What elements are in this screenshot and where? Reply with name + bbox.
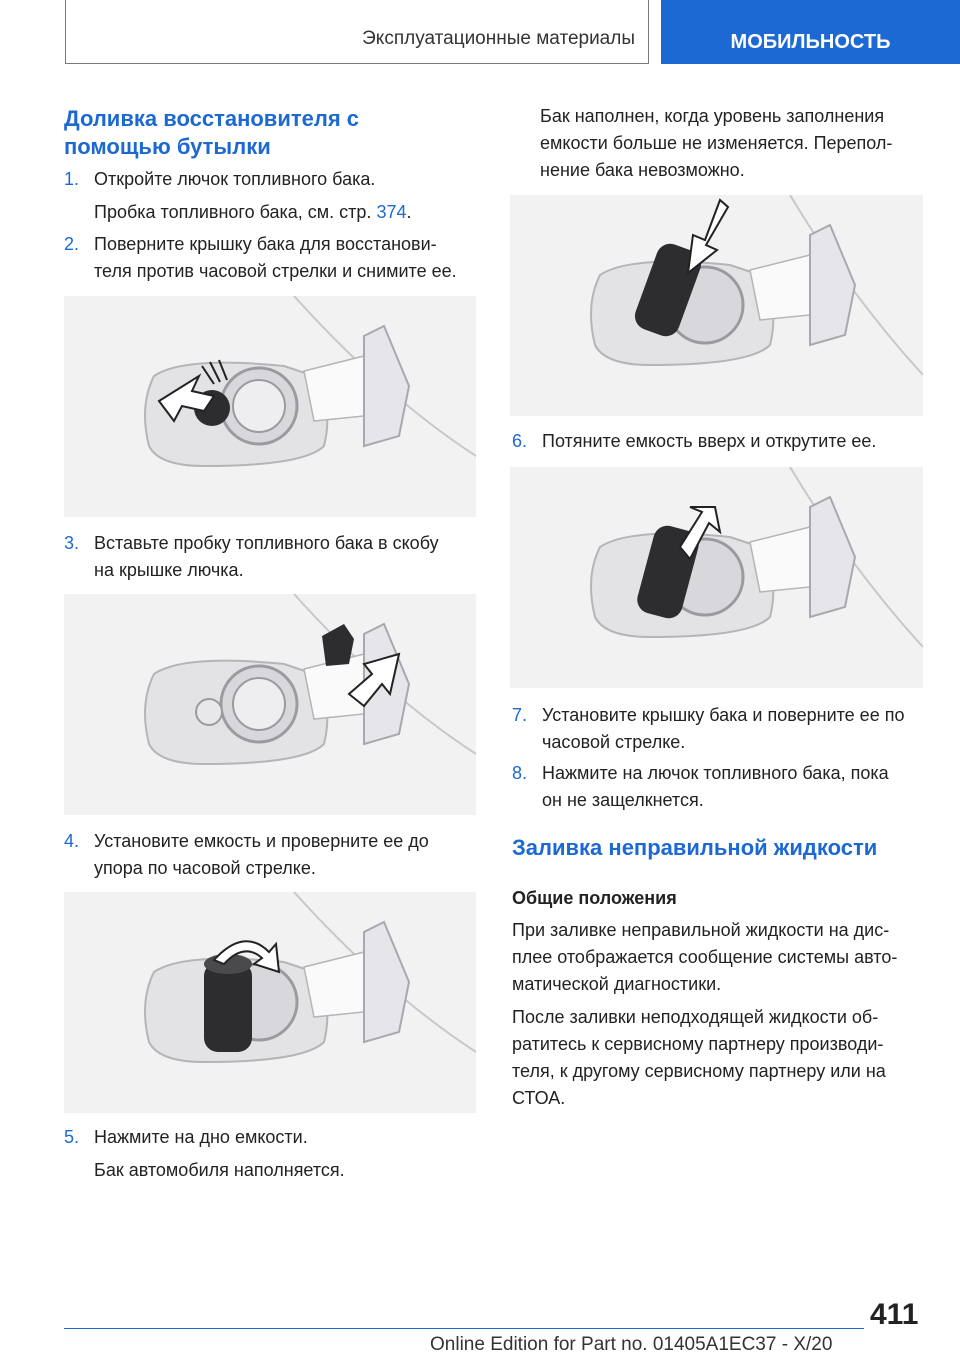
heading-refill-bottle-line2: помощью бутылки (64, 134, 271, 159)
note-suffix: . (406, 202, 412, 222)
step-number: 7. (512, 705, 528, 725)
figure-rotate-bottle (64, 892, 476, 1113)
section-title: Эксплуатационные материалы (362, 28, 635, 49)
step-number: 3. (64, 533, 80, 553)
subheading-general: Общие положения (512, 888, 677, 908)
step-1 (64, 166, 476, 193)
intro-line1: Бак наполнен, когда уровень заполнения (540, 106, 885, 126)
figure-insert-cap (64, 594, 476, 815)
step-1-note (94, 199, 412, 226)
intro-line2: емкости больше не изменяется. Перепол- (540, 133, 893, 153)
para2-line4: СТОА. (512, 1088, 566, 1108)
tab-mobility[interactable]: МОБИЛЬНОСТЬ (661, 0, 960, 64)
step-5-note: Бак автомобиля наполняется. (94, 1160, 345, 1180)
step-number: 2. (64, 234, 80, 254)
step-text-line2: на крышке лючка. (94, 560, 244, 580)
figure-press-bottle (510, 195, 923, 416)
para2-line3: теля, к другому сервисному партнеру или на (512, 1061, 886, 1081)
step-number: 1. (64, 169, 80, 189)
step-number: 8. (512, 763, 528, 783)
page-number: 411 (870, 1298, 919, 1331)
fuel-flap-illustration (64, 594, 476, 815)
fuel-flap-illustration (510, 195, 923, 416)
para1-line2: плее отображается сообщение системы авто- (512, 947, 898, 967)
step-number: 6. (512, 431, 528, 451)
step-6 (512, 428, 924, 455)
step-text-line2: он не защелкнется. (542, 790, 704, 810)
step-text-line1: Установите емкость и проверните ее до (94, 831, 429, 851)
step-5 (64, 1124, 476, 1151)
fuel-flap-illustration (510, 467, 923, 688)
step-7 (512, 702, 924, 756)
step-text-line2: теля против часовой стрелки и снимите ее. (94, 261, 457, 281)
footer-rule (64, 1328, 864, 1329)
step-text: Потяните емкость вверх и открутите ее. (542, 431, 877, 451)
step-text: Откройте лючок топливного бака. (94, 169, 376, 189)
intro-line3: нение бака невозможно. (540, 160, 745, 180)
edition-footer: Online Edition for Part no. 01405A1EC37 - X/20 (430, 1334, 833, 1355)
step-text-line1: Поверните крышку бака для восстанови- (94, 234, 437, 254)
note-text: Пробка топливного бака, см. стр. (94, 202, 377, 222)
heading-wrong-fluid: Заливка неправильной жидкости (512, 835, 878, 860)
step-text-line1: Установите крышку бака и поверните ее по (542, 705, 905, 725)
fuel-flap-illustration (64, 296, 476, 517)
step-2 (64, 231, 476, 285)
para1-line3: матической диагностики. (512, 974, 722, 994)
step-text-line2: упора по часовой стрелке. (94, 858, 316, 878)
step-number: 4. (64, 831, 80, 851)
para2-line1: После заливки неподходящей жидкости об- (512, 1007, 879, 1027)
step-4 (64, 828, 476, 882)
step-3 (64, 530, 476, 584)
step-text-line1: Вставьте пробку топливного бака в скобу (94, 533, 439, 553)
step-text-line1: Нажмите на лючок топливного бака, пока (542, 763, 889, 783)
step-text: Нажмите на дно емкости. (94, 1127, 308, 1147)
step-text-line2: часовой стрелке. (542, 732, 686, 752)
fuel-flap-illustration (64, 892, 476, 1113)
para2-line2: ратитесь к сервисному партнеру производи- (512, 1034, 884, 1054)
para1-line1: При заливке неправильной жидкости на дис- (512, 920, 890, 940)
figure-pull-bottle (510, 467, 923, 688)
step-8 (512, 760, 924, 814)
figure-remove-cap (64, 296, 476, 517)
heading-refill-bottle-line1: Доливка восстановителя с (64, 106, 360, 131)
page-link-374[interactable]: 374 (376, 202, 407, 222)
step-number: 5. (64, 1127, 80, 1147)
